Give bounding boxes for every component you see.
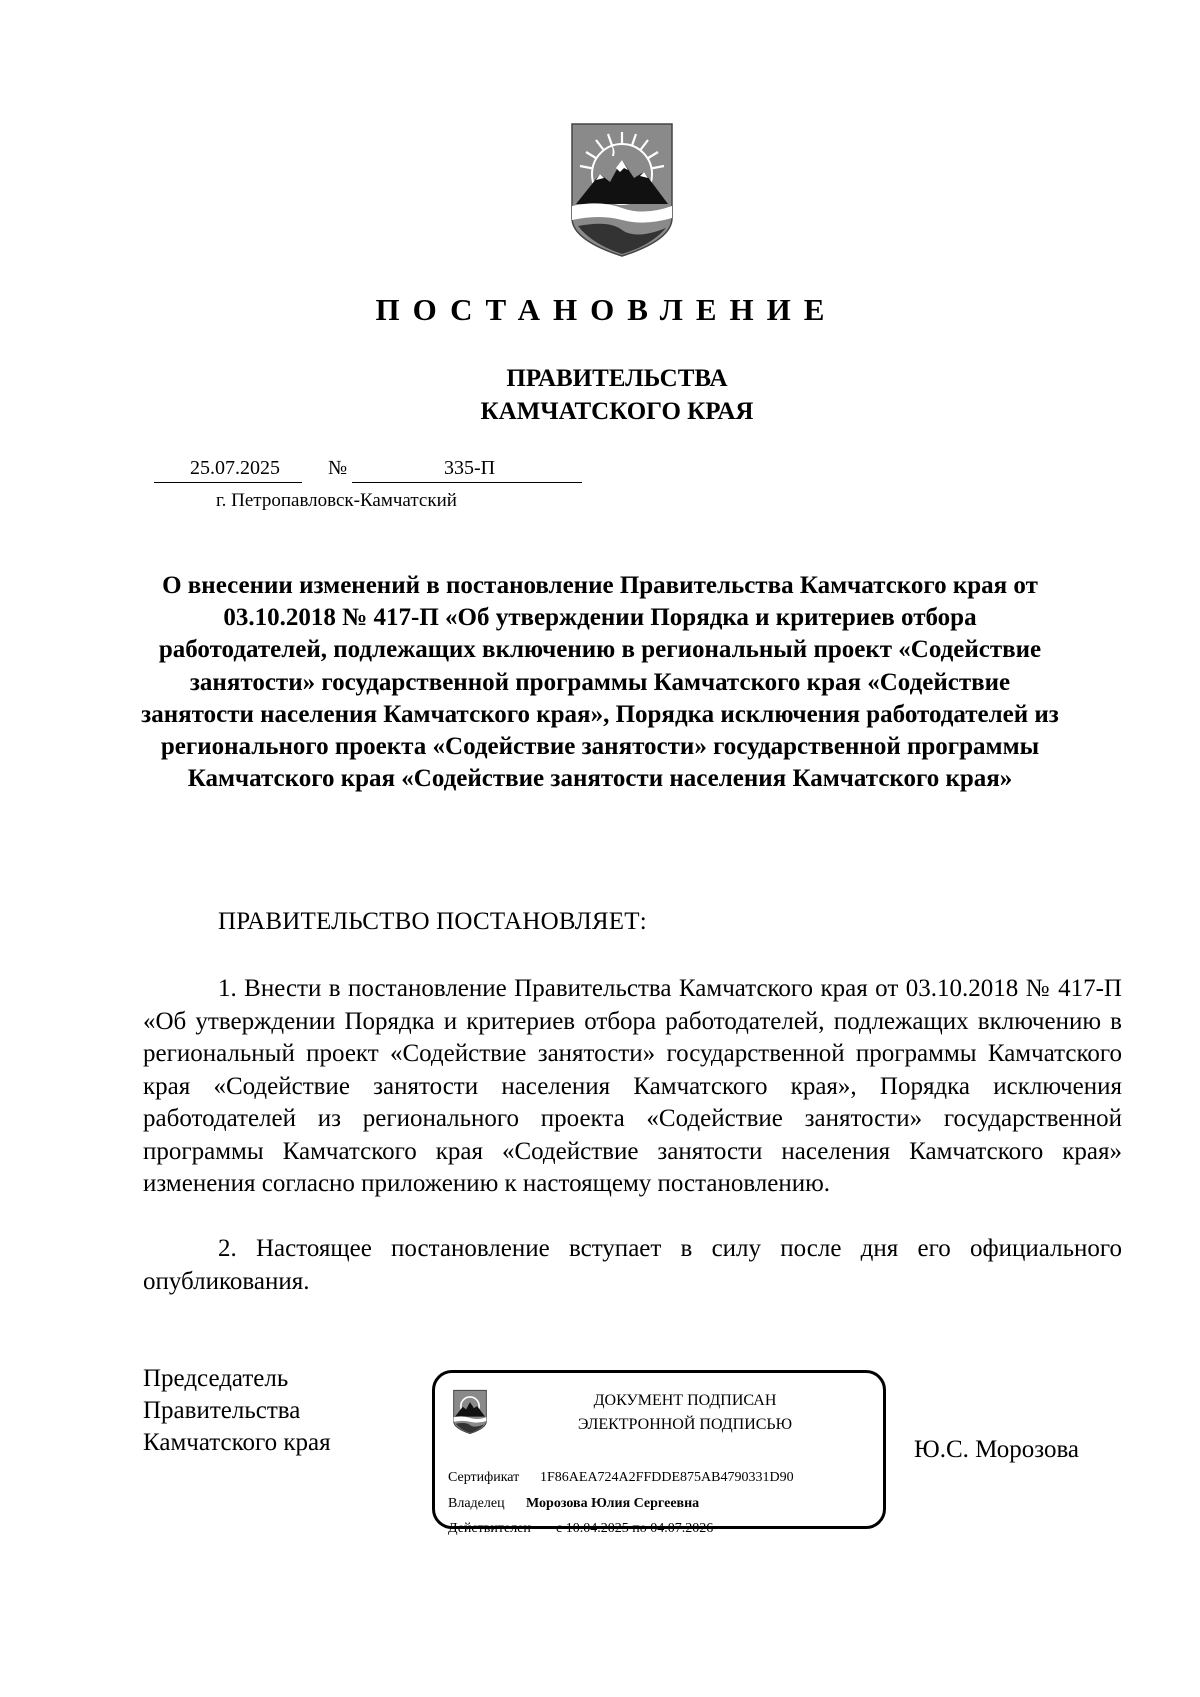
owner-value: Морозова Юлия Сергеевна <box>526 1496 700 1511</box>
issuer-heading <box>0 362 1200 428</box>
stamp-certificate-row <box>448 1470 794 1486</box>
registration-line <box>154 457 582 485</box>
document-title: О внесении изменений в постановление Правительства Камчатского края от 03.10.2018 № 417-П «Об утверждении Порядка и критериев отбора работодателей, подлежащих включению в региональный проект «Содействие занятости» государственной программы Камчатского края «Содействие занятости населения Камчатского края», Порядка исключения работодателей из регионального проекта «Содействие занятости» государственной программы Камчатского края «Содействие занятости населения Камчатского края» <box>141 572 1059 793</box>
stamp-owner-row <box>448 1496 699 1512</box>
stamp-title <box>495 1389 875 1437</box>
document-type-heading: ПОСТАНОВЛЕНИЕ <box>375 292 838 327</box>
body-paragraph-1: 1. Внести в постановление Правительства Камчатского края от 03.10.2018 № 417-П «Об утверждении Порядка и критериев отбора работодателей, подлежащих включению в региональный проект «Содействие занятости» государственной программы Камчатского края «Содействие занятости населения Камчатского края», Порядка исключения работодателей из регионального проекта «Содействие занятости» государственной программы Камчатского края «Содействие занятости населения Камчатского края» изменения согласно приложению к настоящему постановлению. <box>143 975 1122 1197</box>
electronic-signature-stamp <box>432 1370 886 1536</box>
certificate-label: Сертификат <box>448 1470 520 1485</box>
certificate-value: 1F86AEA724A2FFDDE875AB4790331D90 <box>540 1470 794 1485</box>
validity-label: Действителен <box>448 1521 531 1536</box>
owner-label: Владелец <box>448 1496 505 1511</box>
number-underline <box>352 482 582 483</box>
stamp-title-line: ДОКУМЕНТ ПОДПИСАН <box>593 1392 777 1409</box>
decree-heading: ПРАВИТЕЛЬСТВО ПОСТАНОВЛЯЕТ: <box>218 908 647 935</box>
issuer-line: КАМЧАТСКОГО КРАЯ <box>480 398 754 425</box>
document-number: 335-П <box>444 457 496 479</box>
kamchatka-coat-of-arms-icon <box>570 122 674 258</box>
stamp-validity-row <box>448 1521 713 1537</box>
signer-name: Ю.С. Морозова <box>914 1436 1080 1463</box>
signer-position-line: Председатель <box>143 1365 289 1392</box>
body-paragraph-2: 2. Настоящее постановление вступает в силу после дня его официального опубликования. <box>143 1235 1122 1295</box>
document-date: 25.07.2025 <box>190 457 280 479</box>
stamp-title-line: ЭЛЕКТРОННОЙ ПОДПИСЬЮ <box>577 1416 793 1433</box>
validity-value: с 10.04.2025 по 04.07.2026 <box>556 1521 714 1536</box>
date-underline <box>154 482 302 483</box>
signer-position-line: Правительства <box>143 1397 301 1424</box>
signer-position <box>143 1363 331 1459</box>
city-of-issue: г. Петропавловск-Камчатский <box>216 490 457 511</box>
stamp-coat-of-arms-icon <box>453 1389 487 1435</box>
signer-position-line: Камчатского края <box>143 1429 331 1456</box>
number-sign: № <box>328 457 348 479</box>
issuer-line: ПРАВИТЕЛЬСТВА <box>506 365 728 392</box>
